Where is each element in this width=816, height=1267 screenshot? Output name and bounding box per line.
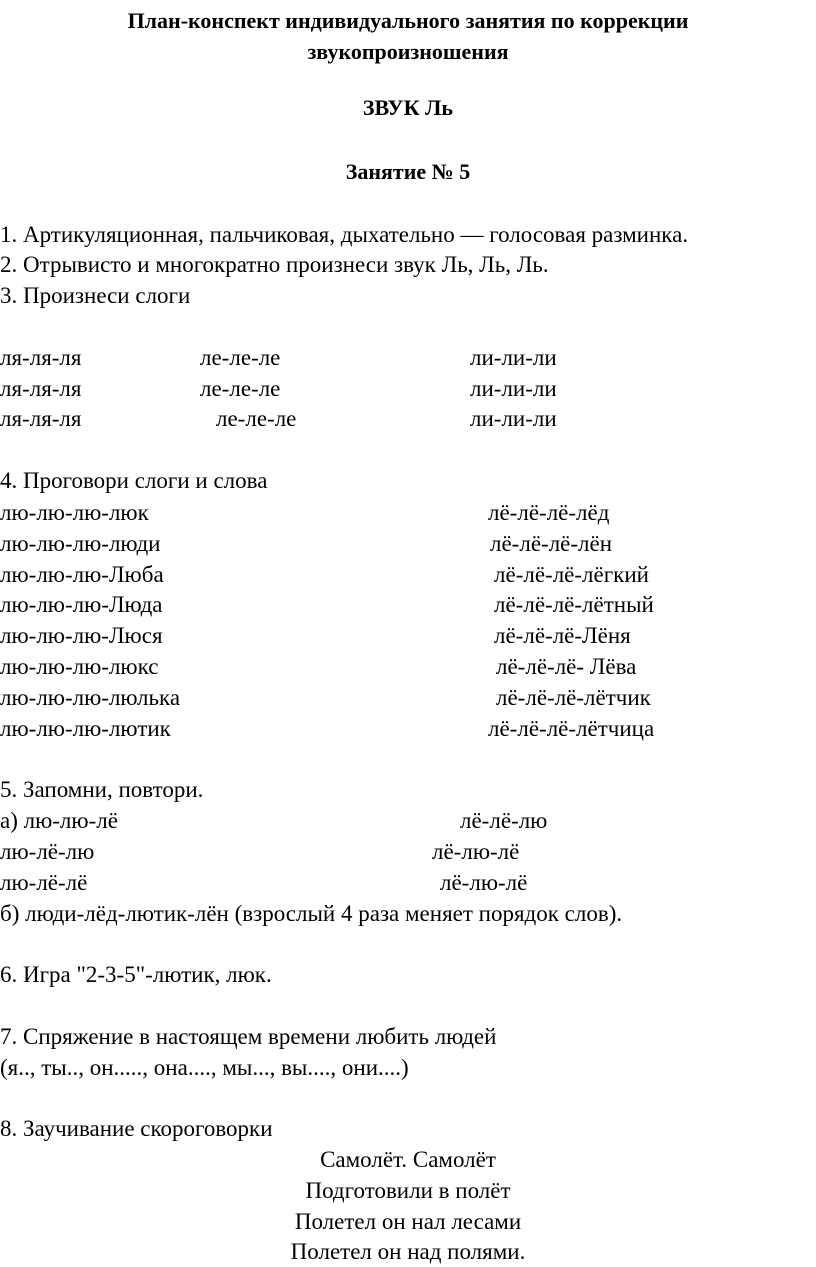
syllable-cell: ле-ле-ле bbox=[216, 406, 297, 431]
word-right: лё-лё-лё-лётный bbox=[494, 592, 654, 617]
word-left: лю-лю-лю-Люся bbox=[0, 623, 163, 648]
task-6: 6. Игра "2-3-5"-лютик, люк. bbox=[0, 962, 272, 987]
word-left: лю-лю-лю-лютик bbox=[0, 716, 171, 741]
syllable-cell: ля-ля-ля bbox=[0, 345, 82, 370]
task-5: 5. Запомни, повтори. bbox=[0, 777, 204, 802]
document-title-line-2: звукопроизношения bbox=[307, 39, 509, 64]
word-left: лю-лю-лю-люкс bbox=[0, 654, 159, 679]
word-left: лю-лю-лю-люлька bbox=[0, 685, 181, 710]
word-right: лё-лё-лё-лёд bbox=[488, 500, 610, 525]
word-left: лю-лю-лю-люди bbox=[0, 531, 161, 556]
word-left: лю-лю-лю-люк bbox=[0, 500, 149, 525]
syllable-cell: ли-ли-ли bbox=[470, 376, 557, 401]
memory-right: лё-лё-лю bbox=[460, 808, 548, 833]
poem-line: Подготовили в полёт bbox=[305, 1178, 511, 1203]
word-right: лё-лё-лё-лётчица bbox=[488, 716, 655, 741]
syllable-cell: ли-ли-ли bbox=[470, 345, 557, 370]
memory-right: лё-лю-лё bbox=[440, 870, 528, 895]
syllable-cell: ля-ля-ля bbox=[0, 406, 82, 431]
sound-heading: ЗВУК Ль bbox=[362, 95, 454, 120]
memory-left: лю-лё-лё bbox=[0, 870, 88, 895]
document-title-line-1: План-конспект индивидуального занятия по коррекции bbox=[127, 8, 689, 33]
poem-line: Полетел он над полями. bbox=[290, 1239, 526, 1264]
word-right: лё-лё-лё- Лёва bbox=[496, 654, 637, 679]
task-7: 7. Спряжение в настоящем времени любить людей bbox=[0, 1024, 497, 1049]
task-4: 4. Проговори слоги и слова bbox=[0, 468, 268, 493]
task-7-forms: (я.., ты.., он....., она...., мы..., вы...., они....) bbox=[0, 1055, 409, 1080]
poem-line: Полетел он нал лесами bbox=[294, 1209, 522, 1234]
task-3: 3. Произнеси слоги bbox=[0, 283, 191, 308]
memory-left: лю-лё-лю bbox=[0, 839, 95, 864]
task-8: 8. Заучивание скороговорки bbox=[0, 1116, 273, 1141]
word-right: лё-лё-лё-лётчик bbox=[496, 685, 651, 710]
syllable-cell: ле-ле-ле bbox=[200, 376, 281, 401]
word-left: лю-лю-лю-Люба bbox=[0, 562, 164, 587]
syllable-cell: ля-ля-ля bbox=[0, 376, 82, 401]
task-2: 2. Отрывисто и многократно произнеси звук Ль, Ль, Ль. bbox=[0, 252, 549, 277]
task-1: 1. Артикуляционная, пальчиковая, дыхательно — голосовая разминка. bbox=[0, 222, 689, 247]
task-5b: б) люди-лёд-лютик-лён (взрослый 4 раза меняет порядок слов). bbox=[0, 901, 623, 926]
syllable-cell: ли-ли-ли bbox=[470, 406, 557, 431]
word-right: лё-лё-лё-лён bbox=[490, 531, 613, 556]
word-right: лё-лё-лё-Лёня bbox=[494, 623, 631, 648]
lesson-number-heading: Занятие № 5 bbox=[345, 159, 471, 184]
memory-right: лё-лю-лё bbox=[432, 839, 520, 864]
memory-left: а) лю-лю-лё bbox=[0, 808, 118, 833]
syllable-cell: ле-ле-ле bbox=[200, 345, 281, 370]
poem-line: Самолёт. Самолёт bbox=[320, 1147, 496, 1172]
word-right: лё-лё-лё-лёгкий bbox=[494, 562, 649, 587]
word-left: лю-лю-лю-Люда bbox=[0, 592, 163, 617]
